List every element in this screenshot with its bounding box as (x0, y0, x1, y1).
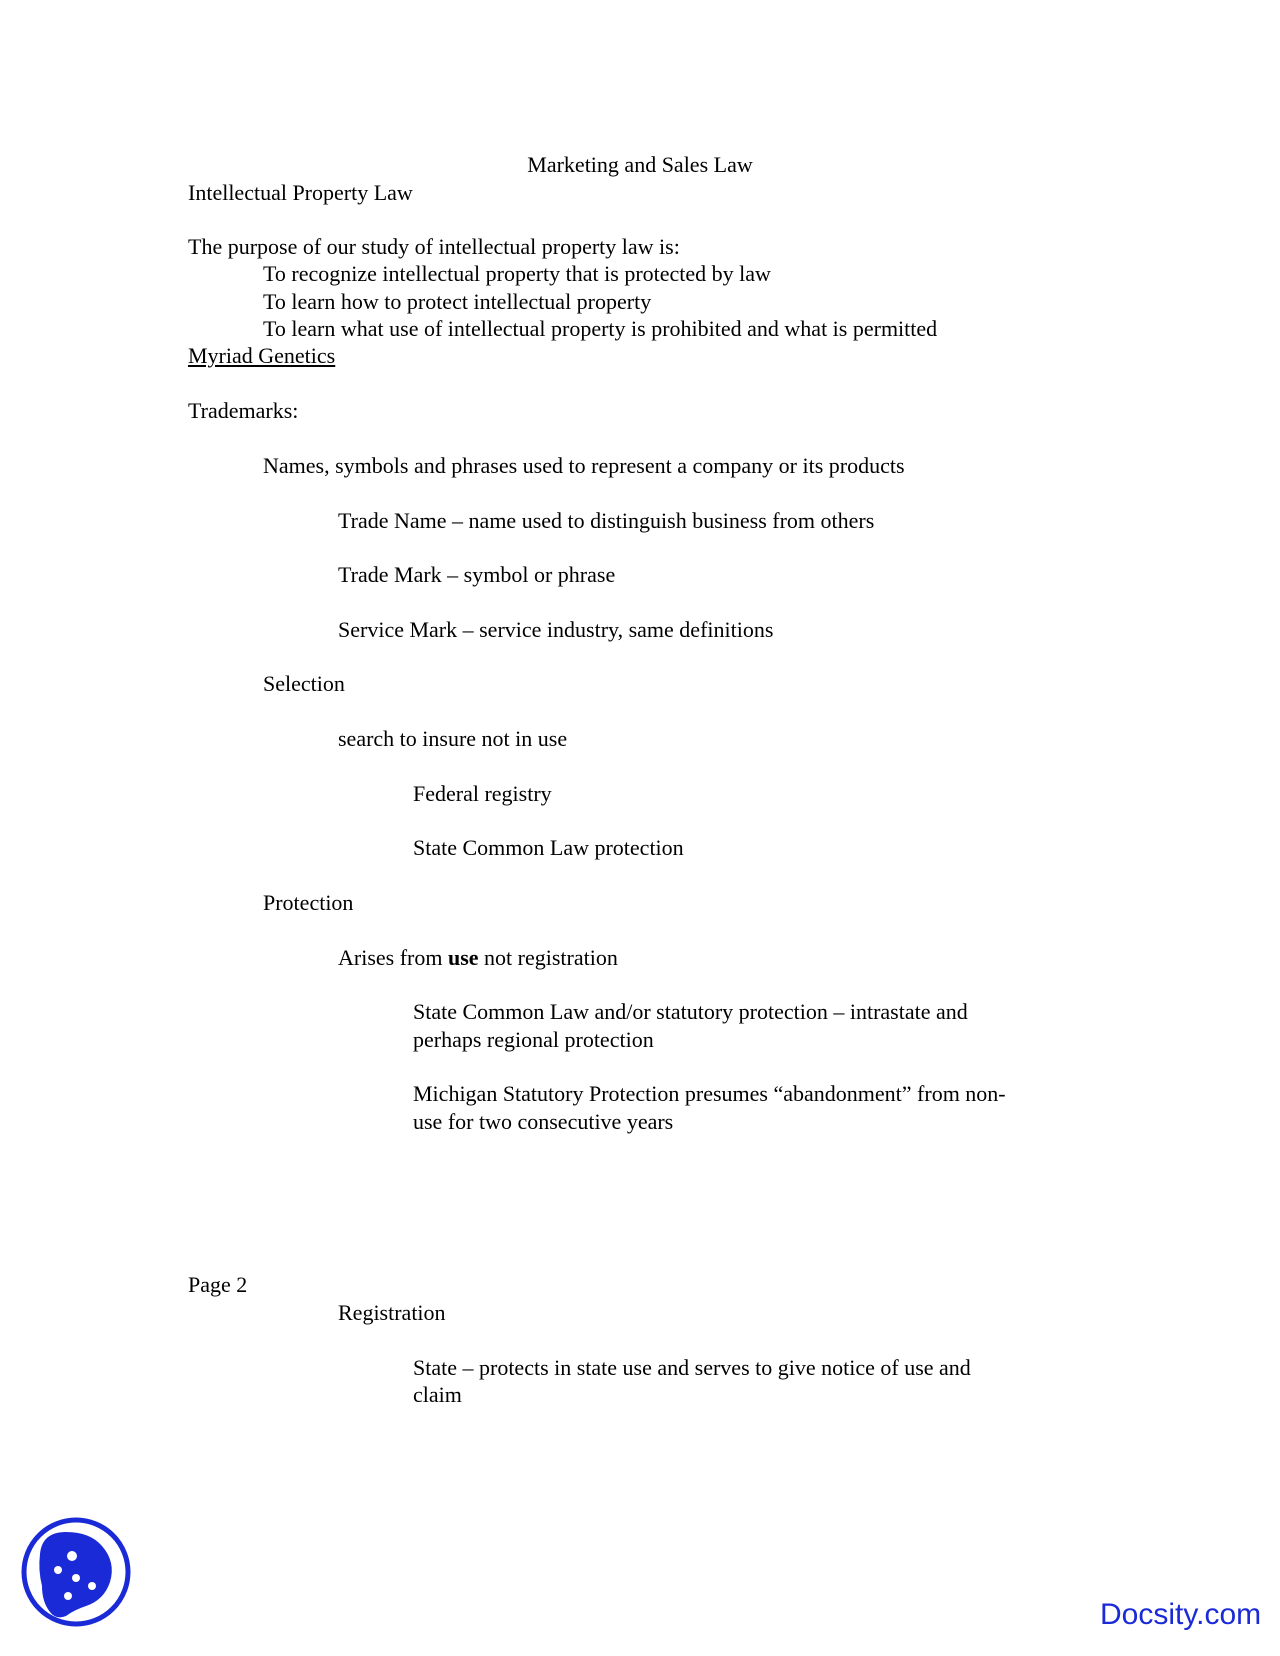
purpose-intro: The purpose of our study of intellectual property law is: (188, 234, 680, 259)
federal-registry: Federal registry (413, 781, 552, 806)
state-statutory-line: State Common Law and/or statutory protection – intrastate and (413, 999, 968, 1024)
michigan-statutory-line: Michigan Statutory Protection presumes “abandonment” from non- (413, 1081, 1006, 1106)
arises-bold-word: use (447, 945, 479, 970)
state-statutory-line: perhaps regional protection (413, 1027, 654, 1052)
docsity-logo-icon[interactable] (20, 1516, 132, 1628)
protection-heading: Protection (263, 890, 354, 915)
selection-search: search to insure not in use (338, 726, 568, 751)
selection-heading: Selection (263, 671, 345, 696)
purpose-item: To recognize intellectual property that is protected by law (263, 261, 771, 286)
trademarks-definition: Names, symbols and phrases used to represent a company or its products (263, 453, 905, 478)
document-title: Marketing and Sales Law (527, 152, 753, 177)
state-registration-line: State – protects in state use and serves to give notice of use and (413, 1355, 971, 1380)
arises-from-use (338, 943, 618, 972)
arises-prefix: Arises from (338, 945, 443, 970)
michigan-statutory-line: use for two consecutive years (413, 1109, 674, 1134)
page-number: Page 2 (188, 1272, 248, 1297)
state-common-law: State Common Law protection (413, 835, 684, 860)
purpose-item: To learn what use of intellectual property is prohibited and what is permitted (263, 316, 938, 341)
registration-heading: Registration (338, 1300, 446, 1325)
document-subtitle: Intellectual Property Law (188, 180, 413, 205)
trade-name-definition: Trade Name – name used to distinguish business from others (338, 508, 875, 533)
trademarks-heading: Trademarks: (188, 398, 299, 423)
service-mark-definition: Service Mark – service industry, same definitions (338, 617, 774, 642)
purpose-item: To learn how to protect intellectual property (263, 289, 652, 314)
trade-mark-definition: Trade Mark – symbol or phrase (338, 562, 616, 587)
arises-suffix: not registration (484, 945, 618, 970)
docsity-brand-link[interactable]: Docsity.com (1100, 1598, 1262, 1631)
state-registration-line: claim (413, 1382, 462, 1407)
myriad-genetics-link[interactable]: Myriad Genetics (188, 343, 336, 368)
